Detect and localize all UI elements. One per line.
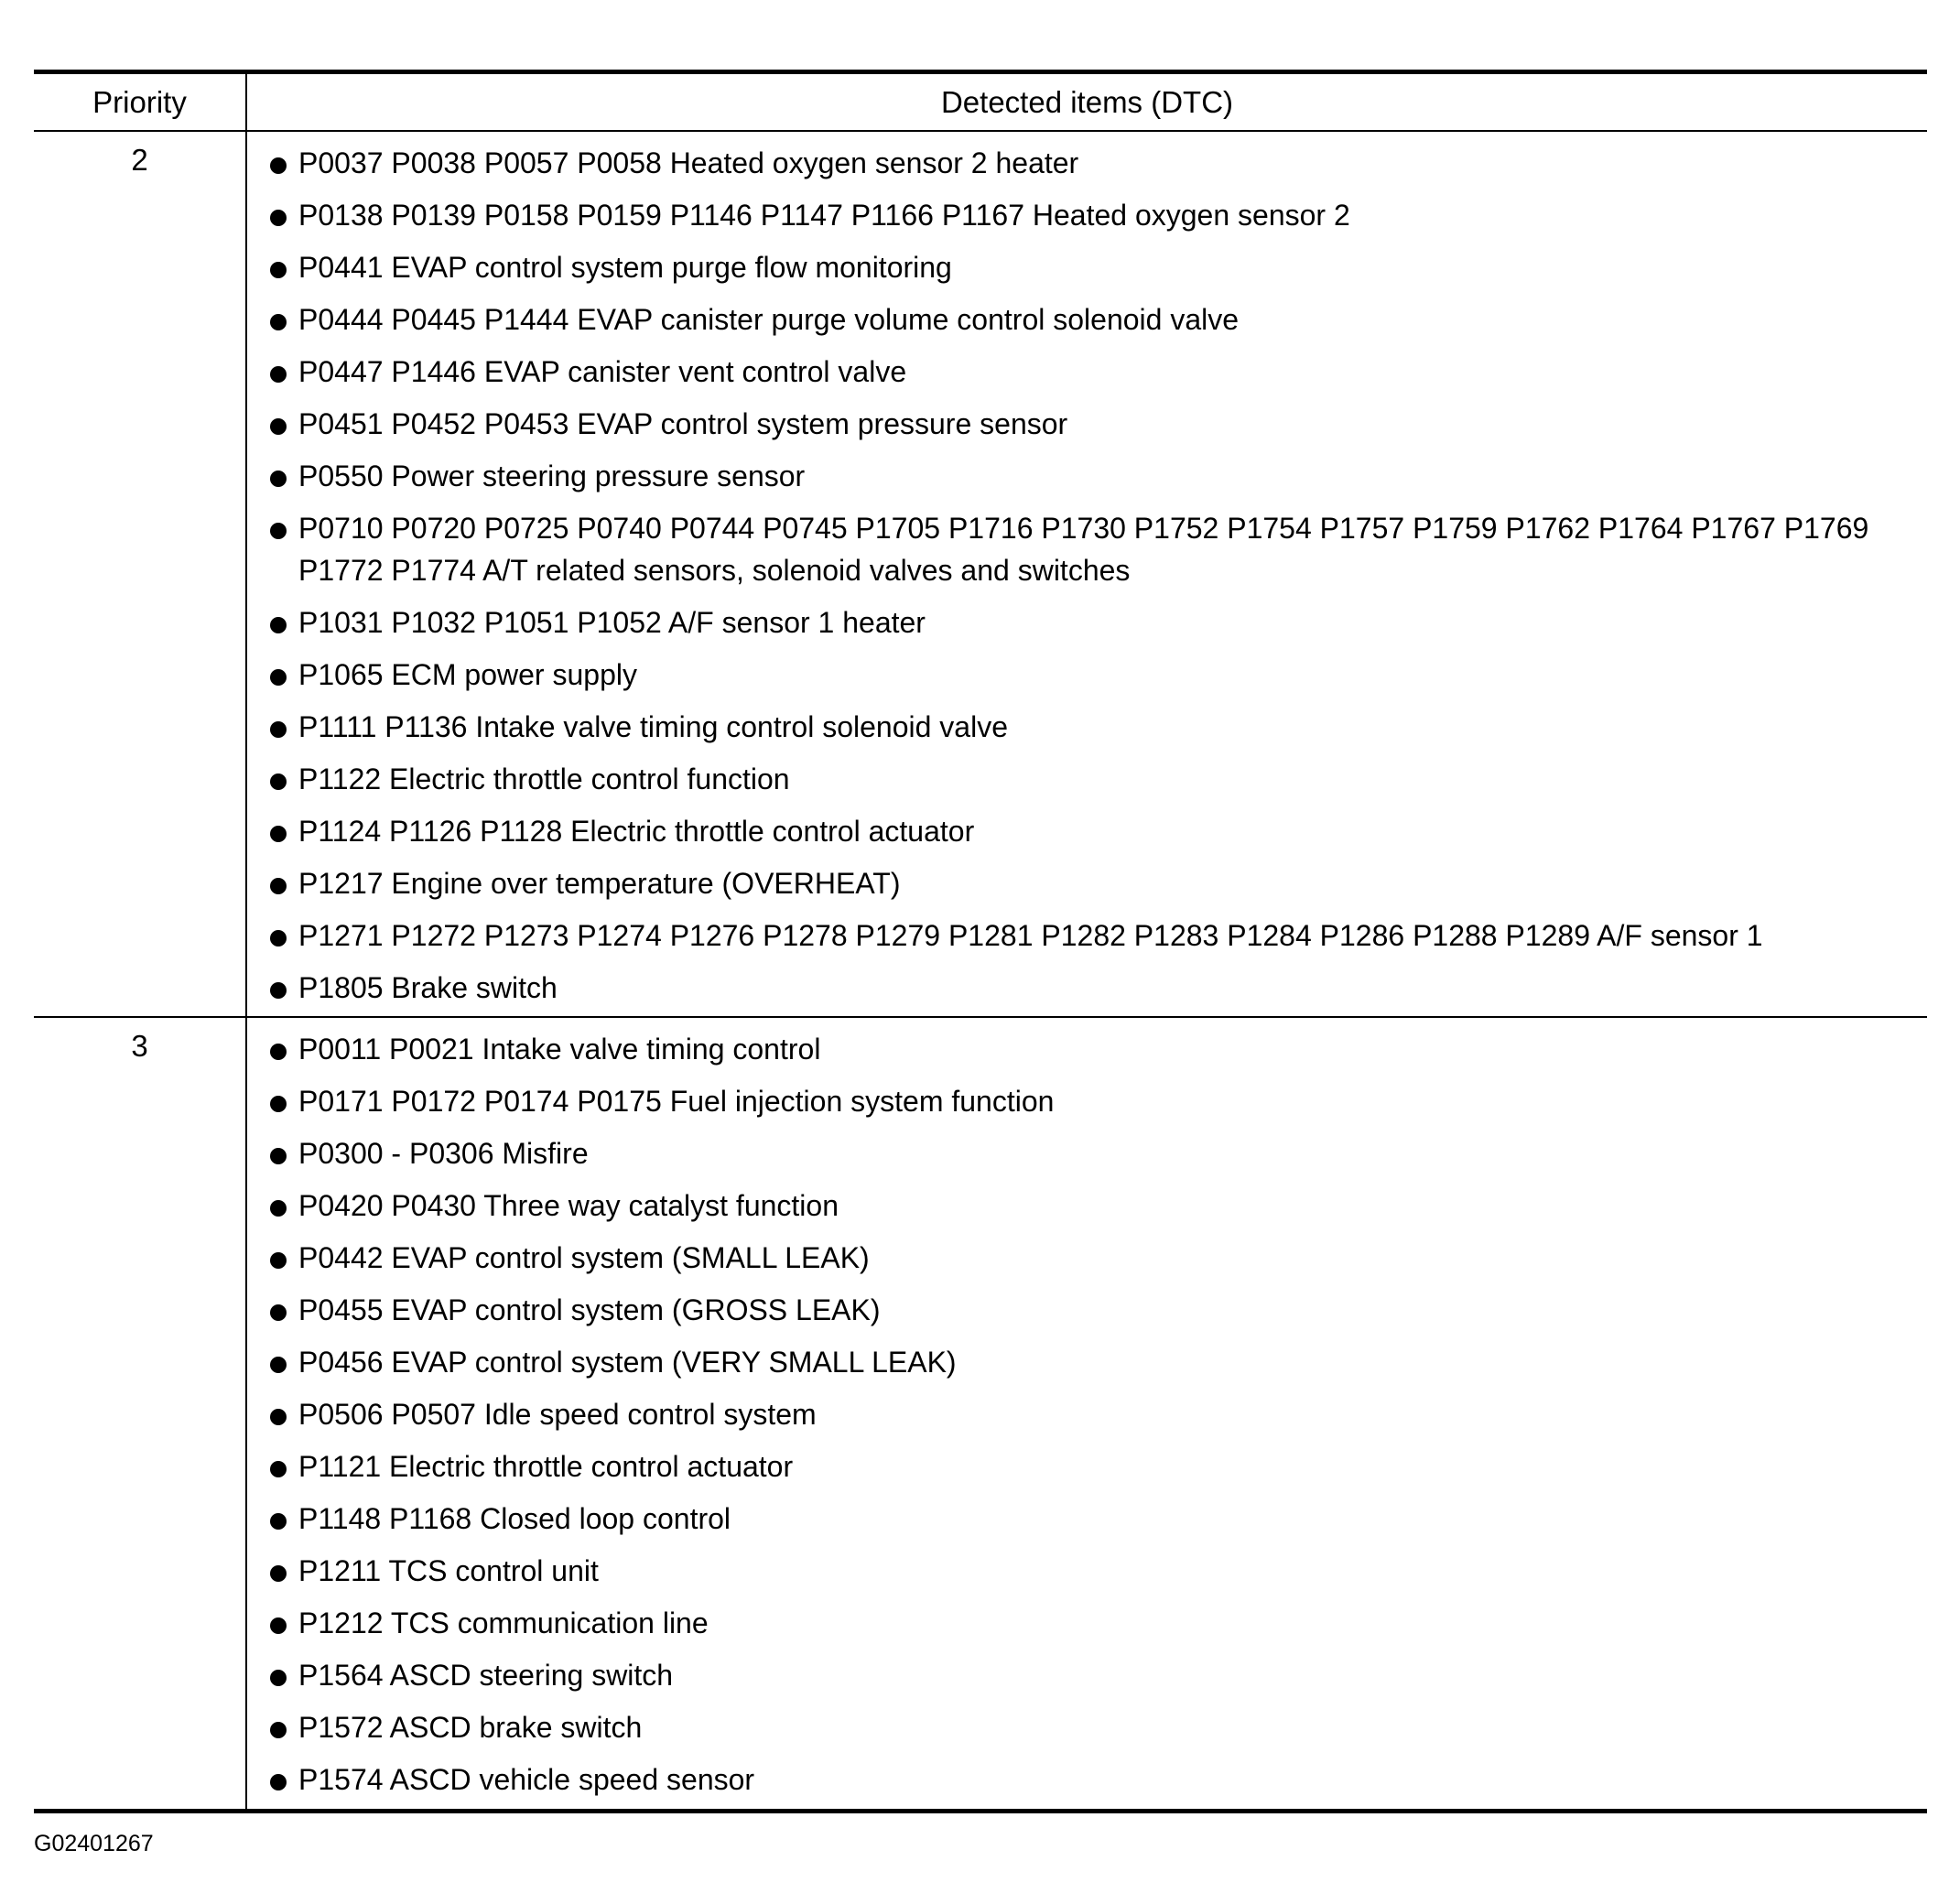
list-item (247, 707, 1927, 749)
list-item (247, 1394, 1927, 1436)
list-item (247, 759, 1927, 801)
dtc-item-text: P0710 P0720 P0725 P0740 P0744 P0745 P1705 P1716 P1730 P1752 P1754 P1757 P1759 P1762 P1764 P1767 P1769 P1772 P1774 A/T related sensors, solenoid valves and switches (298, 512, 1869, 587)
dtc-item-text: P0456 EVAP control system (VERY SMALL LEAK) (298, 1346, 957, 1379)
list-item (247, 299, 1927, 341)
dtc-item-text: P0138 P0139 P0158 P0159 P1146 P1147 P1166 P1167 Heated oxygen sensor 2 (298, 199, 1350, 232)
bullet-icon (270, 1461, 287, 1477)
figure-id: G02401267 (34, 1831, 154, 1856)
detected-items-cell (246, 1017, 1927, 1811)
bullet-icon (270, 721, 287, 738)
dtc-item-text: P0550 Power steering pressure sensor (298, 460, 806, 492)
dtc-list (247, 1029, 1927, 1801)
bullet-icon (270, 523, 287, 539)
dtc-list (247, 143, 1927, 1009)
document (34, 70, 1927, 1813)
dtc-item-text: P0455 EVAP control system (GROSS LEAK) (298, 1293, 881, 1326)
dtc-item-text: P0506 P0507 Idle speed control system (298, 1398, 817, 1431)
dtc-item-text: P0300 - P0306 Misfire (298, 1137, 589, 1170)
bullet-icon (270, 1409, 287, 1425)
dtc-item-text: P0420 P0430 Three way catalyst function (298, 1189, 839, 1222)
bullet-icon (270, 262, 287, 278)
dtc-item-text: P0451 P0452 P0453 EVAP control system pressure sensor (298, 407, 1068, 440)
bullet-icon (270, 1252, 287, 1269)
list-item (247, 1133, 1927, 1175)
bullet-icon (270, 826, 287, 842)
dtc-item-text: P1031 P1032 P1051 P1052 A/F sensor 1 heater (298, 605, 926, 639)
list-item (247, 1603, 1927, 1645)
dtc-item-text: P0447 P1446 EVAP canister vent control valve (298, 355, 907, 388)
list-item (247, 863, 1927, 905)
bullet-icon (270, 878, 287, 894)
table-header-row (34, 72, 1927, 132)
priority-cell: 3 (34, 1017, 246, 1811)
dtc-item-text: P1574 ASCD vehicle speed sensor (298, 1763, 755, 1796)
dtc-item-text: P1212 TCS communication line (298, 1606, 709, 1639)
dtc-item-text: P0444 P0445 P1444 EVAP canister purge volume control solenoid valve (298, 303, 1240, 336)
dtc-item-text: P1211 TCS control unit (298, 1554, 599, 1587)
bullet-icon (270, 930, 287, 947)
dtc-item-text: P1122 Electric throttle control function (298, 762, 790, 795)
bullet-icon (270, 1513, 287, 1530)
bullet-icon (270, 1200, 287, 1217)
list-item (247, 143, 1927, 185)
list-item (247, 968, 1927, 1010)
table-row (34, 1017, 1927, 1811)
list-item (247, 247, 1927, 289)
bullet-icon (270, 982, 287, 999)
list-item (247, 1551, 1927, 1593)
dtc-item-text: P0171 P0172 P0174 P0175 Fuel injection system function (298, 1085, 1055, 1118)
list-item (247, 1081, 1927, 1123)
list-item (247, 508, 1927, 591)
dtc-item-text: P1124 P1126 P1128 Electric throttle control actuator (298, 814, 975, 848)
bullet-icon (270, 669, 287, 686)
dtc-item-text: P1121 Electric throttle control actuator (298, 1450, 794, 1483)
table-body (34, 131, 1927, 1811)
bullet-icon (270, 157, 287, 174)
list-item (247, 404, 1927, 446)
bullet-icon (270, 1304, 287, 1321)
list-item (247, 1707, 1927, 1749)
header-detected-items: Detected items (DTC) (246, 72, 1927, 132)
dtc-item-text: P0037 P0038 P0057 P0058 Heated oxygen sensor 2 heater (298, 146, 1079, 179)
bullet-icon (270, 1357, 287, 1373)
list-item (247, 195, 1927, 237)
list-item (247, 811, 1927, 853)
list-item (247, 1029, 1927, 1071)
bullet-icon (270, 1617, 287, 1634)
bullet-icon (270, 1044, 287, 1060)
dtc-item-text: P1564 ASCD steering switch (298, 1659, 674, 1692)
bullet-icon (270, 1722, 287, 1738)
priority-cell: 2 (34, 131, 246, 1017)
bullet-icon (270, 471, 287, 487)
header-priority: Priority (34, 72, 246, 132)
bullet-icon (270, 617, 287, 633)
bullet-icon (270, 1096, 287, 1112)
dtc-item-text: P0441 EVAP control system purge flow monitoring (298, 251, 952, 284)
bullet-icon (270, 1565, 287, 1582)
detected-items-cell (246, 131, 1927, 1017)
list-item (247, 1446, 1927, 1488)
dtc-item-text: P1805 Brake switch (298, 970, 558, 1004)
bullet-icon (270, 1148, 287, 1164)
list-item (247, 1290, 1927, 1332)
dtc-item-text: P0442 EVAP control system (SMALL LEAK) (298, 1241, 870, 1274)
table-row (34, 131, 1927, 1017)
dtc-priority-table (34, 70, 1927, 1813)
list-item (247, 456, 1927, 498)
bullet-icon (270, 210, 287, 226)
list-item (247, 352, 1927, 394)
bullet-icon (270, 1774, 287, 1790)
list-item (247, 1342, 1927, 1384)
list-item (247, 1498, 1927, 1541)
dtc-item-text: P0011 P0021 Intake valve timing control (298, 1033, 821, 1066)
list-item (247, 915, 1927, 957)
list-item (247, 1185, 1927, 1228)
dtc-item-text: P1217 Engine over temperature (OVERHEAT) (298, 866, 901, 900)
bullet-icon (270, 1670, 287, 1686)
dtc-item-text: P1572 ASCD brake switch (298, 1711, 643, 1744)
dtc-item-text: P1065 ECM power supply (298, 657, 637, 691)
dtc-item-text: P1148 P1168 Closed loop control (298, 1502, 731, 1535)
bullet-icon (270, 418, 287, 435)
list-item (247, 654, 1927, 697)
dtc-item-text: P1111 P1136 Intake valve timing control solenoid valve (298, 709, 1008, 743)
list-item (247, 1759, 1927, 1801)
list-item (247, 1655, 1927, 1697)
list-item (247, 1238, 1927, 1280)
list-item (247, 602, 1927, 644)
dtc-item-text: P1271 P1272 P1273 P1274 P1276 P1278 P1279 P1281 P1282 P1283 P1284 P1286 P1288 P1289 A/F sensor 1 (298, 918, 1763, 952)
bullet-icon (270, 314, 287, 330)
bullet-icon (270, 366, 287, 383)
bullet-icon (270, 774, 287, 790)
